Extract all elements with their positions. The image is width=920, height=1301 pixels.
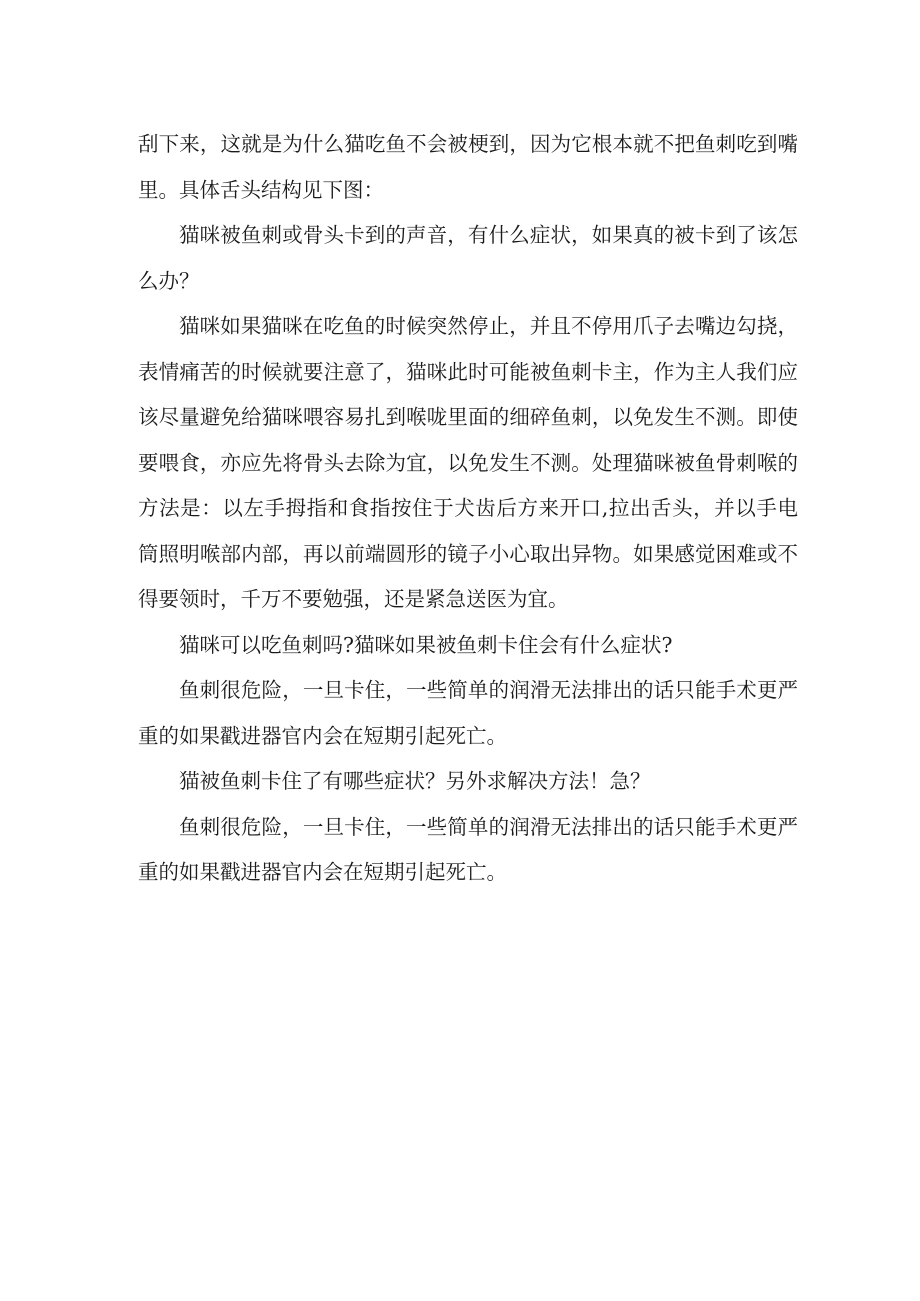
paragraph-answer-danger-repeat: 鱼刺很危险，一旦卡住，一些简单的润滑无法排出的话只能手术更严重的如果戳进器官内会在短期引起死亡。 [138,814,798,884]
paragraph-question-can-eat: 猫咪可以吃鱼刺吗?猫咪如果被鱼刺卡住会有什么症状? [179,632,673,657]
paragraph-symptoms-treatment: 猫咪如果猫咪在吃鱼的时候突然停止，并且不停用爪子去嘴边勾挠，表情痛苦的时候就要注意了，猫咪此时可能被鱼刺卡主，作为主人我们应该尽量避免给猫咪喂容易扎到喉咙里面的细碎鱼刺，以免发生不测。即使要喂食，亦应先将骨头去除为宜，以免发生不测。处理猫咪被鱼骨刺喉的方法是：以左手拇指和食指按住于犬齿后方来开口,拉出舌头，并以手电筒照明喉部内部，再以前端圆形的镜子小心取出异物。如果感觉困难或不得要领时，千万不要勉强，还是紧急送医为宜。 [138,314,798,611]
paragraph-question-sound-symptoms: 猫咪被鱼刺或骨头卡到的声音，有什么症状，如果真的被卡到了该怎么办？ [138,223,798,293]
paragraph-answer-danger: 鱼刺很危险，一旦卡住，一些简单的润滑无法排出的话只能手术更严重的如果戳进器官内会在短期引起死亡。 [138,678,798,748]
paragraph-continuation: 刮下来，这就是为什么猫吃鱼不会被梗到，因为它根本就不把鱼刺吃到嘴里。具体舌头结构见下图： [138,132,798,202]
document-body [138,122,798,896]
paragraph-question-solutions: 猫被鱼刺卡住了有哪些症状？另外求解决方法！急？ [179,769,651,793]
